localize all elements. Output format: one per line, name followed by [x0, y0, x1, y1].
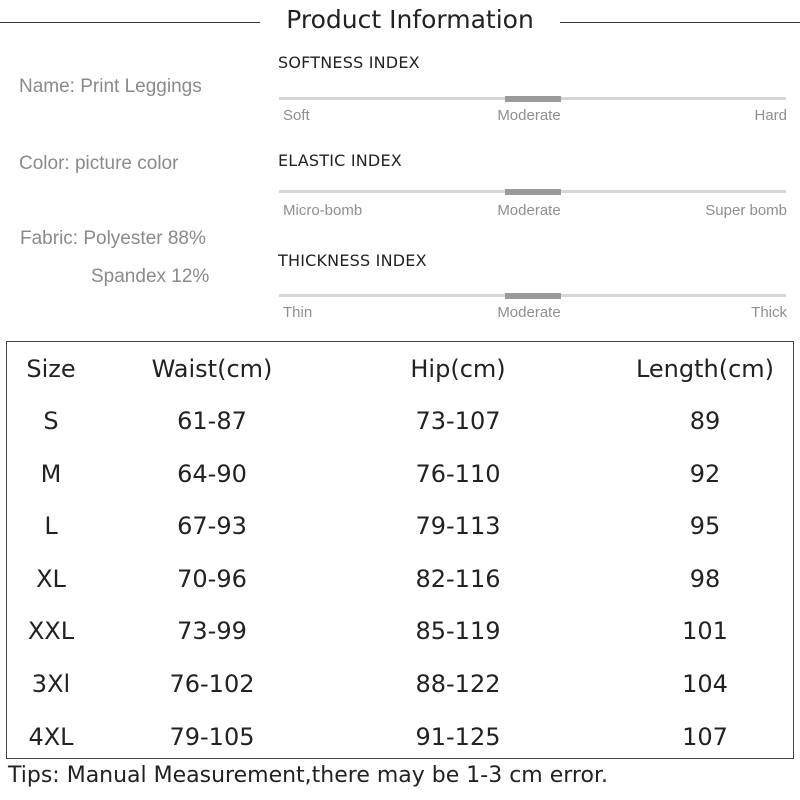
- product-fabric-2: Spandex 12%: [91, 266, 210, 287]
- table-cell: S: [43, 407, 59, 435]
- table-cell: 101: [682, 617, 728, 646]
- table-cell: 79-105: [169, 722, 255, 751]
- table-cell: 89: [689, 407, 721, 435]
- index-title: ELASTIC INDEX: [278, 151, 402, 170]
- index-level-marker: [505, 96, 561, 102]
- table-cell: 82-116: [415, 564, 501, 593]
- index-title: SOFTNESS INDEX: [278, 53, 420, 72]
- index-label-right: Super bomb: [705, 202, 787, 219]
- index-label-right: Thick: [751, 304, 787, 321]
- index-label-right: Hard: [754, 107, 787, 124]
- index-label-middle: Moderate: [497, 304, 561, 321]
- table-header-cell: Hip(cm): [410, 355, 506, 383]
- index-label-left: Micro-bomb: [283, 202, 363, 219]
- table-cell: 70-96: [177, 564, 247, 593]
- table-cell: 64-90: [177, 459, 247, 488]
- index-level-marker: [505, 293, 561, 299]
- tips-note: Tips: Manual Measurement,there may be 1-3 cm error.: [8, 763, 608, 788]
- table-header-cell: Size: [26, 355, 76, 383]
- table-cell: 85-119: [415, 617, 501, 646]
- product-fabric: Fabric: Polyester 88%: [20, 228, 206, 249]
- table-cell: 107: [682, 722, 728, 751]
- table-header-cell: Length(cm): [635, 355, 775, 383]
- index-level-marker: [505, 189, 561, 195]
- index-label-left: Soft: [283, 107, 310, 124]
- table-cell: 76-110: [415, 459, 501, 488]
- table-cell: 67-93: [177, 512, 247, 541]
- index-title: THICKNESS INDEX: [278, 251, 427, 270]
- table-cell: 79-113: [415, 512, 501, 541]
- product-color: Color: picture color: [19, 153, 179, 174]
- header-line-left: [0, 22, 260, 23]
- index-label-left: Thin: [283, 304, 313, 321]
- table-cell: 91-125: [415, 722, 501, 751]
- table-header-cell: Waist(cm): [151, 355, 273, 383]
- page-title: Product Information: [286, 5, 534, 34]
- table-cell: 88-122: [415, 670, 501, 698]
- table-cell: 73-99: [177, 617, 247, 646]
- table-cell: XXL: [27, 617, 75, 646]
- table-cell: 61-87: [177, 407, 247, 435]
- product-name: Name: Print Leggings: [19, 76, 202, 97]
- table-cell: L: [44, 512, 58, 541]
- table-cell: 104: [682, 670, 728, 698]
- index-label-middle: Moderate: [497, 202, 561, 219]
- table-cell: 73-107: [415, 407, 501, 435]
- table-cell: 92: [689, 459, 721, 488]
- table-cell: 76-102: [169, 670, 255, 698]
- index-label-middle: Moderate: [497, 107, 561, 124]
- table-cell: XL: [36, 564, 66, 593]
- table-cell: 98: [689, 564, 721, 593]
- table-cell: 4XL: [28, 722, 74, 751]
- header-line-right: [560, 22, 800, 23]
- table-cell: 3Xl: [31, 670, 71, 698]
- table-cell: M: [40, 459, 62, 488]
- table-cell: 95: [689, 512, 721, 541]
